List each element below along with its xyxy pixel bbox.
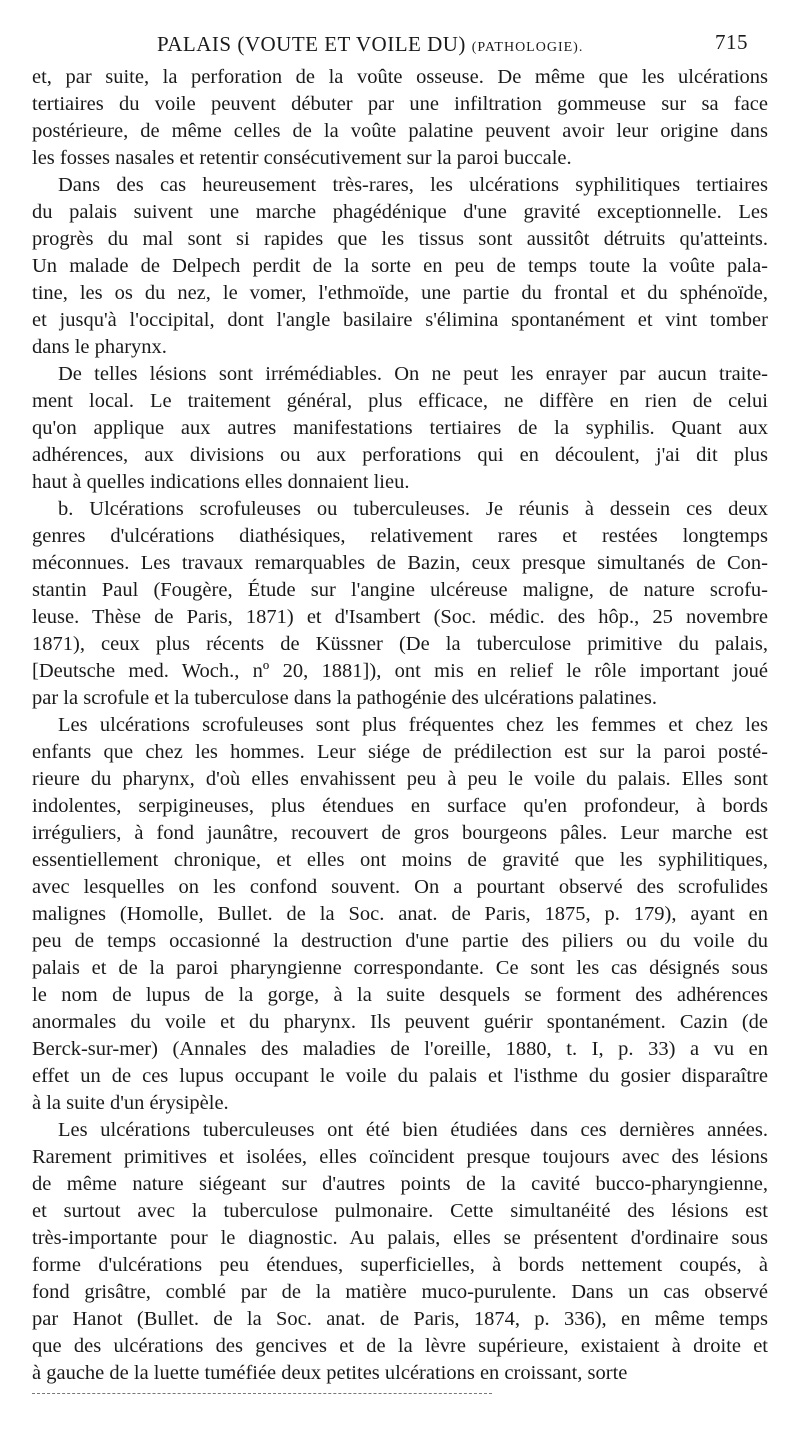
text-line: haut à quelles indications elles donnaient lieu. — [32, 471, 410, 493]
text-line: leuse. Thèse de Paris, 1871) et d'Isambert (Soc. médic. des hôp., 25 novembre — [32, 606, 768, 628]
text-line: avec lesquelles on les confond souvent. On a pourtant observé des scrofulides — [32, 876, 768, 898]
text-line: méconnues. Les travaux remarquables de Bazin, ceux presque simultanés de Con- — [32, 552, 768, 574]
text-line: progrès du mal sont si rapides que les tissus sont aussitôt détruits qu'atteints. — [32, 228, 768, 250]
text-line: anormales du voile et du pharynx. Ils peuvent guérir spontanément. Cazin (de — [32, 1011, 768, 1033]
text-line: b. Ulcérations scrofuleuses ou tuberculeuses. Je réunis à dessein ces deux — [58, 498, 768, 520]
page-number: 715 — [715, 30, 748, 54]
paragraph — [32, 64, 768, 172]
paragraph — [32, 712, 768, 1117]
text-line: indolentes, serpigineuses, plus étendues en surface qu'en profondeur, à bords — [32, 795, 768, 817]
text-line: irréguliers, à fond jaunâtre, recouvert de gros bourgeons pâles. Leur marche est — [32, 822, 768, 844]
text-line: à la suite d'un érysipèle. — [32, 1092, 229, 1114]
running-title: PALAIS (VOUTE ET VOILE DU) (PATHOLOGIE). — [157, 32, 584, 56]
text-line: postérieure, de même celles de la voûte palatine peuvent avoir leur origine dans — [32, 120, 768, 142]
text-line: par la scrofule et la tuberculose dans la pathogénie des ulcérations palatines. — [32, 687, 658, 709]
text-line: De telles lésions sont irrémédiables. On ne peut les enrayer par aucun traite- — [58, 363, 768, 385]
text-line: palais et de la paroi pharyngienne correspondante. Ce sont les cas désignés sous — [32, 957, 768, 979]
text-line: qu'on applique aux autres manifestations tertiaires de la syphilis. Quant aux — [32, 417, 768, 439]
text-line: 1871), ceux plus récents de Küssner (De la tuberculose primitive du palais, — [32, 633, 768, 655]
text-line: et, par suite, la perforation de la voûte osseuse. De même que les ulcérations — [32, 66, 768, 88]
body-text — [32, 64, 768, 1387]
text-line: et surtout avec la tuberculose pulmonaire. Cette simultanéité des lésions est — [32, 1200, 768, 1222]
text-line: peu de temps occasionné la destruction d'une partie des piliers ou du voile du — [32, 930, 768, 952]
text-line: rieure du pharynx, d'où elles envahissent peu à peu le voile du palais. Elles sont — [32, 768, 768, 790]
text-line: les fosses nasales et retentir consécutivement sur la paroi buccale. — [32, 147, 572, 169]
text-line: que des ulcérations des gencives et de la lèvre supérieure, existaient à droite et — [32, 1335, 768, 1357]
text-line: Un malade de Delpech perdit de la sorte en peu de temps toute la voûte pala- — [32, 255, 768, 277]
footer-rule — [32, 1393, 492, 1394]
text-line: adhérences, aux divisions ou aux perforations qui en découlent, j'ai dit plus — [32, 444, 768, 466]
text-line: dans le pharynx. — [32, 336, 167, 358]
text-line: effet un de ces lupus occupant le voile du palais et l'isthme du gosier disparaître — [32, 1065, 768, 1087]
text-line: fond grisâtre, comblé par de la matière muco-purulente. Dans un cas observé — [32, 1281, 768, 1303]
paragraph — [32, 172, 768, 361]
text-line: Rarement primitives et isolées, elles coïncident presque toujours avec des lésions — [32, 1146, 768, 1168]
text-line: du palais suivent une marche phagédénique d'une gravité exceptionnelle. Les — [32, 201, 768, 223]
text-line: Dans des cas heureusement très-rares, les ulcérations syphilitiques tertiaires — [58, 174, 768, 196]
text-line: [Deutsche med. Woch., nº 20, 1881]), ont mis en relief le rôle important joué — [32, 660, 768, 682]
text-line: genres d'ulcérations diathésiques, relativement rares et restées longtemps — [32, 525, 768, 547]
text-line: tertiaires du voile peuvent débuter par une infiltration gommeuse sur sa face — [32, 93, 768, 115]
text-line: forme d'ulcérations peu étendues, superficielles, à bords nettement coupés, à — [32, 1254, 768, 1276]
text-line: à gauche de la luette tuméfiée deux petites ulcérations en croissant, sorte — [32, 1362, 628, 1384]
text-line: stantin Paul (Fougère, Étude sur l'angine ulcéreuse maligne, de nature scrofu- — [32, 579, 768, 601]
paragraph — [32, 361, 768, 496]
text-line: Berck-sur-mer) (Annales des maladies de l'oreille, 1880, t. I, p. 33) a vu en — [32, 1038, 768, 1060]
paragraph — [32, 496, 768, 712]
text-line: très-importante pour le diagnostic. Au palais, elles se présentent d'ordinaire sous — [32, 1227, 768, 1249]
text-line: malignes (Homolle, Bullet. de la Soc. anat. de Paris, 1875, p. 179), ayant en — [32, 903, 768, 925]
text-line: par Hanot (Bullet. de la Soc. anat. de Paris, 1874, p. 336), en même temps — [32, 1308, 768, 1330]
paragraph — [32, 1117, 768, 1387]
text-line: et jusqu'à l'occipital, dont l'angle basilaire s'élimina spontanément et vint tomber — [32, 309, 768, 331]
text-line: ment local. Le traitement général, plus efficace, ne diffère en rien de celui — [32, 390, 768, 412]
text-line: de même nature siégeant sur d'autres points de la cavité bucco-pharyngienne, — [32, 1173, 768, 1195]
text-line: enfants que chez les hommes. Leur siége de prédilection est sur la paroi posté- — [32, 741, 768, 763]
text-line: le nom de lupus de la gorge, à la suite desquels se forment des adhérences — [32, 984, 768, 1006]
text-line: tine, les os du nez, le vomer, l'ethmoïde, une partie du frontal et du sphénoïde, — [32, 282, 768, 304]
running-header — [32, 30, 768, 64]
text-line: Les ulcérations tuberculeuses ont été bien étudiées dans ces dernières années. — [58, 1119, 768, 1141]
text-line: essentiellement chronique, et elles ont moins de gravité que les syphilitiques, — [32, 849, 768, 871]
text-line: Les ulcérations scrofuleuses sont plus fréquentes chez les femmes et chez les — [58, 714, 768, 736]
